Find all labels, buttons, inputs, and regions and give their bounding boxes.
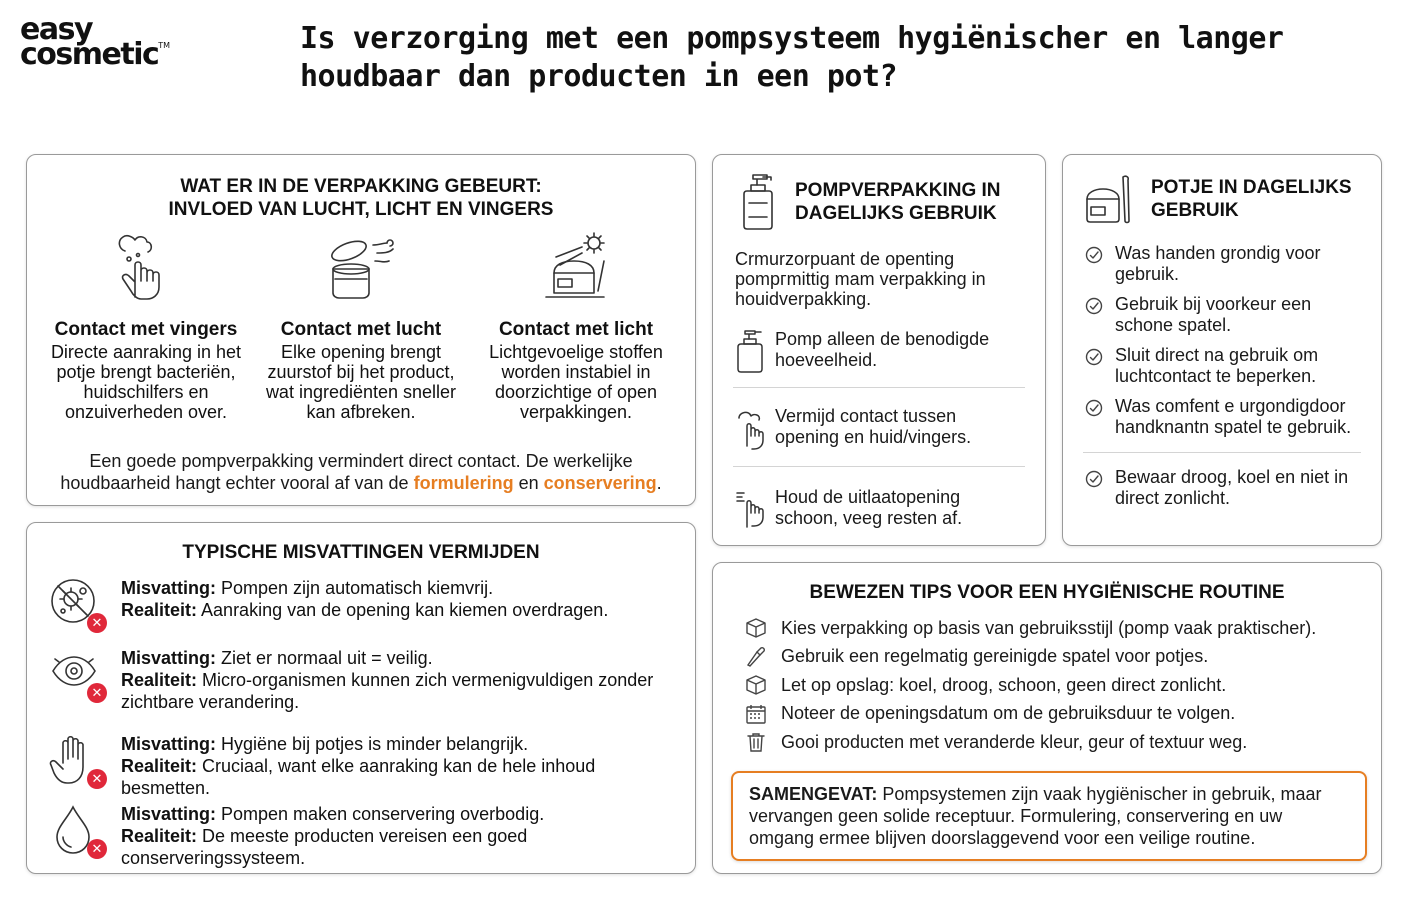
brand-logo — [20, 12, 171, 72]
check-circle-icon — [1085, 243, 1115, 264]
myth-item — [49, 803, 689, 869]
packaging-text: Elke opening brengt zuurstof bij het product, wat ingrediënten sneller kan afbreken. — [265, 342, 457, 422]
jar-card — [1062, 154, 1382, 546]
jar-check — [1063, 294, 1381, 336]
brand-line2: cosmetic — [20, 36, 159, 72]
myth-item — [49, 733, 689, 799]
spatula-icon — [745, 646, 781, 668]
summary-text: Pompsystemen zijn vaak hygiënischer in gebruik, maar vervangen geen solide receptuur. Formulering, conservering en uw omgang ermee blijven doorslaggevend voor een veilige routine. — [749, 784, 1322, 848]
reality-text: Aanraking van de opening kan kiemen overdragen. — [197, 600, 609, 620]
divider — [733, 387, 1025, 388]
jar-check — [1063, 243, 1381, 285]
pump-tip — [713, 329, 1045, 373]
jar-check-text: Bewaar droog, koel en niet in direct zonlicht. — [1115, 467, 1349, 508]
reality-label: Realiteit: — [121, 670, 198, 690]
routine-tip-text: Kies verpakking op basis van gebruiksstijl (pomp vaak praktischer). — [781, 617, 1317, 638]
myths-title: TYPISCHE MISVATTINGEN VERMIJDEN — [182, 542, 540, 563]
open-jar-air-icon — [319, 231, 403, 305]
packaging-column — [41, 231, 251, 422]
myth-text: Pompen zijn automatisch kiemvrij. — [216, 578, 494, 598]
myths-card — [26, 522, 696, 874]
myth-label: Misvatting: — [121, 648, 217, 668]
pump-tip-text: Vermijd contact tussen opening en huid/vingers. — [775, 406, 972, 447]
jar-check-text: Sluit direct na gebruik om luchtcontact te beperken. — [1115, 345, 1319, 386]
routine-tip-text: Gebruik een regelmatig gereinigde spatel voor potjes. — [781, 646, 1209, 667]
jar-spatula-icon — [1085, 173, 1135, 225]
brand-tm: TM — [158, 40, 171, 50]
routine-title: BEWEZEN TIPS VOOR EEN HYGIËNISCHE ROUTINE — [809, 582, 1285, 603]
summary-label: SAMENGEVAT: — [749, 784, 878, 804]
routine-tip — [745, 643, 1381, 672]
routine-tip — [745, 728, 1381, 757]
error-badge-icon: ✕ — [87, 769, 107, 789]
packaging-text: Directe aanraking in het potje brengt bacteriën, huidschilfers en onzuiverheden over. — [50, 342, 242, 422]
packaging-title-line2: INVLOED VAN LUCHT, LICHT EN VINGERS — [168, 199, 554, 220]
myth-label: Misvatting: — [121, 734, 217, 754]
pump-dispenser-icon — [741, 173, 775, 231]
reality-text: Cruciaal, want elke aanraking kan de hele inhoud besmetten. — [121, 756, 596, 798]
pump-intro: Crmurzorpuant de openting pompгmittig mam verpakking in houidverpakking. — [735, 249, 986, 309]
divider — [1083, 452, 1361, 453]
myth-text: Pompen maken conservering overbodig. — [216, 804, 545, 824]
reality-label: Realiteit: — [121, 826, 198, 846]
packaging-card — [26, 154, 696, 506]
packaging-heading: Contact met lucht — [280, 319, 442, 340]
error-badge-icon: ✕ — [87, 613, 107, 633]
check-circle-icon — [1085, 294, 1115, 315]
hand-touch-icon — [735, 406, 775, 450]
routine-tip — [745, 700, 1381, 729]
jar-title-line2: GEBRUIK — [1151, 200, 1239, 221]
highlight-formulering: formulering — [413, 473, 514, 493]
finger-touch-icon — [111, 231, 181, 305]
jar-check — [1063, 396, 1381, 438]
packaging-footer — [27, 450, 695, 494]
routine-tip-text: Let op opslag: koel, droog, schoon, geen direct zonlicht. — [781, 674, 1227, 695]
jar-check — [1063, 467, 1381, 509]
packaging-column — [256, 231, 466, 422]
reality-text: De meeste producten vereisen een goed conserveringssysteem. — [121, 826, 528, 868]
routine-tip — [745, 614, 1381, 643]
routine-card — [712, 562, 1382, 874]
pump-title — [795, 179, 1001, 225]
error-badge-icon: ✕ — [87, 683, 107, 703]
jar-title-line1: POTJE IN DAGELIJKS — [1151, 177, 1352, 198]
check-circle-icon — [1085, 396, 1115, 417]
pump-tip — [713, 406, 1045, 450]
hand-wipe-icon — [735, 487, 775, 531]
pump-title-line2: DAGELIJKS GEBRUIK — [795, 203, 997, 224]
packaging-title — [27, 175, 695, 221]
highlight-conservering: conservering — [543, 473, 657, 493]
trash-icon — [745, 731, 781, 753]
jar-sunlight-icon — [536, 231, 616, 305]
box-icon — [745, 674, 781, 696]
pump-bottle-icon — [735, 329, 775, 373]
jar-check-text: Was comfent e urgondigdoor handknantn spatel te gebruik. — [1115, 396, 1352, 437]
footer-text: Een goede pompverpakking vermindert direct contact. De werkelijke houdbaarheid hangt echter vooral af van de — [60, 451, 633, 493]
error-badge-icon: ✕ — [87, 839, 107, 859]
footer-text: . — [656, 473, 662, 493]
summary-box — [731, 771, 1367, 861]
reality-label: Realiteit: — [121, 600, 198, 620]
reality-text: Micro-organismen kunnen zich vermenigvuldigen zonder zichtbare verandering. — [121, 670, 654, 712]
pump-card — [712, 154, 1046, 546]
footer-text: en — [513, 473, 544, 493]
brand-line1: easy — [20, 12, 93, 47]
packaging-heading: Contact met licht — [498, 319, 654, 340]
divider — [733, 466, 1025, 467]
packaging-text: Lichtgevoelige stoffen worden instabiel in doorzichtige of open verpakkingen. — [489, 342, 663, 422]
pump-tip-text: Houd de uitlaatopening schoon, veeg resten af. — [775, 487, 963, 528]
pump-tip — [713, 487, 1045, 531]
packaging-heading: Contact met vingers — [54, 319, 238, 340]
calendar-icon — [745, 703, 781, 725]
routine-tip-text: Gooi producten met veranderde kleur, geur of textuur weg. — [781, 731, 1248, 752]
check-circle-icon — [1085, 345, 1115, 366]
jar-check-text: Was handen grondig voor gebruik. — [1115, 243, 1321, 284]
packaging-title-line1: WAT ER IN DE VERPAKKING GEBEURT: — [180, 176, 542, 197]
pump-title-line1: POMPVERPAKKING IN — [795, 180, 1001, 201]
myth-label: Misvatting: — [121, 804, 217, 824]
check-circle-icon — [1085, 467, 1115, 488]
pump-tip-text: Pomp alleen de benodigde hoeveelheid. — [775, 329, 990, 370]
jar-check — [1063, 345, 1381, 387]
packaging-column — [471, 231, 681, 422]
reality-label: Realiteit: — [121, 756, 198, 776]
routine-tip-text: Noteer de openingsdatum om de gebruiksduur te volgen. — [781, 703, 1236, 724]
myth-label: Misvatting: — [121, 578, 217, 598]
myth-item — [49, 647, 689, 713]
myth-text: Ziet er normaal uit = veilig. — [216, 648, 433, 668]
jar-title — [1151, 176, 1352, 222]
jar-check-text: Gebruik bij voorkeur een schone spatel. — [1115, 294, 1312, 335]
page-title: Is verzorging met een pompsysteem hygiënischer en langer houdbaar dan producten in een pot? — [300, 21, 1284, 94]
box-icon — [745, 617, 781, 639]
myth-item — [49, 577, 689, 633]
myth-text: Hygiëne bij potjes is minder belangrijk. — [216, 734, 529, 754]
routine-tip — [745, 671, 1381, 700]
